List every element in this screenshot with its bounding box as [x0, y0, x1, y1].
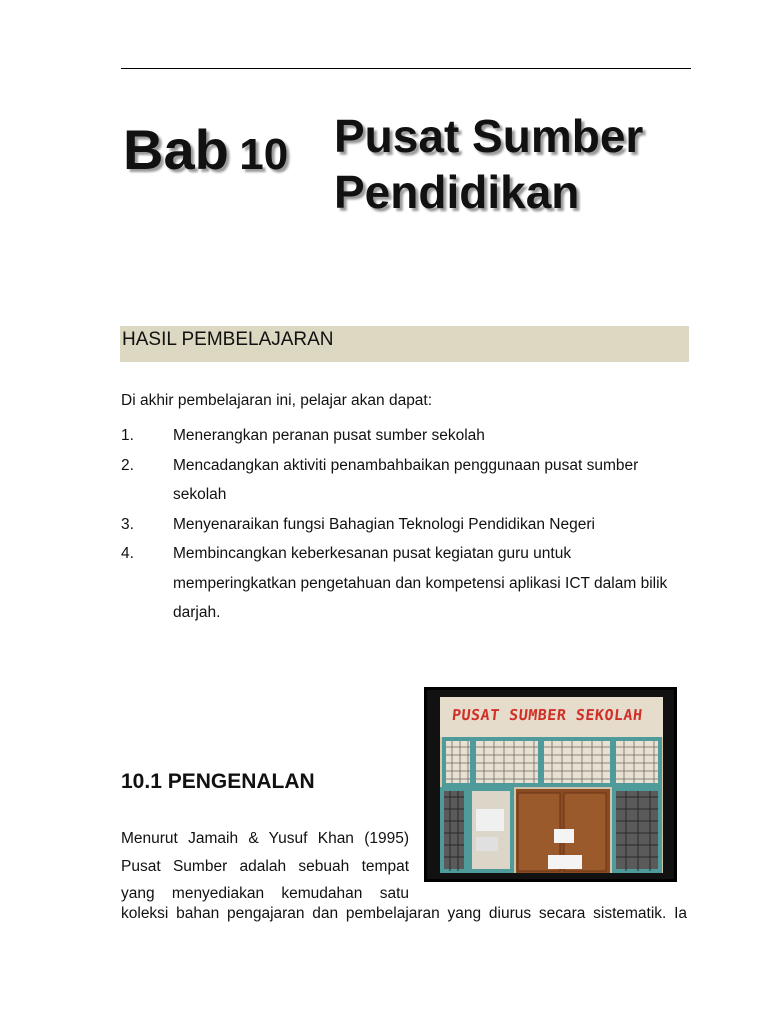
learning-outcomes-intro: Di akhir pembelajaran ini, pelajar akan dapat: — [121, 392, 433, 409]
list-item-text: Menyenaraikan fungsi Bahagian Teknologi Pendidikan Negeri — [173, 515, 595, 533]
learning-outcomes-heading: HASIL PEMBELAJARAN — [122, 329, 334, 350]
learning-outcomes-banner — [120, 326, 689, 362]
chapter-title-line-1: Pusat Sumber — [334, 110, 644, 162]
intro-paragraph — [121, 825, 409, 908]
list-item-text: Membincangkan keberkesanan pusat kegiatan guru untuk memperingkatkan pengetahuan dan kompetensi aplikasi ICT dalam bilik darjah. — [173, 545, 668, 621]
paragraph-line: Menurut Jamaih & Yusuf Khan (1995) — [121, 830, 409, 847]
building-facade-illustration — [440, 737, 663, 873]
list-item-number: 3. — [121, 515, 134, 533]
top-rule — [121, 68, 691, 69]
list-item — [121, 510, 691, 540]
paragraph-line: Pusat Sumber adalah sebuah tempat — [121, 857, 409, 875]
list-item — [121, 421, 691, 451]
section-heading: 10.1 PENGENALAN — [121, 770, 315, 793]
paragraph-line: yang menyediakan kemudahan satu — [121, 885, 409, 902]
list-item-number: 4. — [121, 545, 134, 562]
paragraph-line-full-width: koleksi bahan pengajaran dan pembelajaran yang diurus secara sistematik. Ia — [121, 905, 687, 922]
photo-scene — [440, 697, 663, 873]
photo-sign-text: PUSAT SUMBER SEKOLAH — [451, 706, 644, 724]
chapter-title — [334, 108, 643, 220]
list-item-number: 1. — [121, 427, 134, 444]
list-item-text: Menerangkan peranan pusat sumber sekolah — [173, 427, 485, 444]
photo-sign-board — [440, 697, 663, 737]
chapter-number: 10 — [239, 130, 289, 179]
chapter-label — [123, 118, 289, 181]
list-item — [121, 539, 691, 628]
list-item — [121, 451, 691, 510]
learning-outcomes-list — [121, 421, 691, 628]
chapter-word: Bab — [123, 118, 229, 181]
list-item-number: 2. — [121, 456, 134, 474]
school-resource-centre-photo — [424, 687, 677, 882]
list-item-text: Mencadangkan aktiviti penambahbaikan penggunaan pusat sumber sekolah — [173, 456, 639, 503]
chapter-title-line-2: Pendidikan — [334, 166, 580, 218]
